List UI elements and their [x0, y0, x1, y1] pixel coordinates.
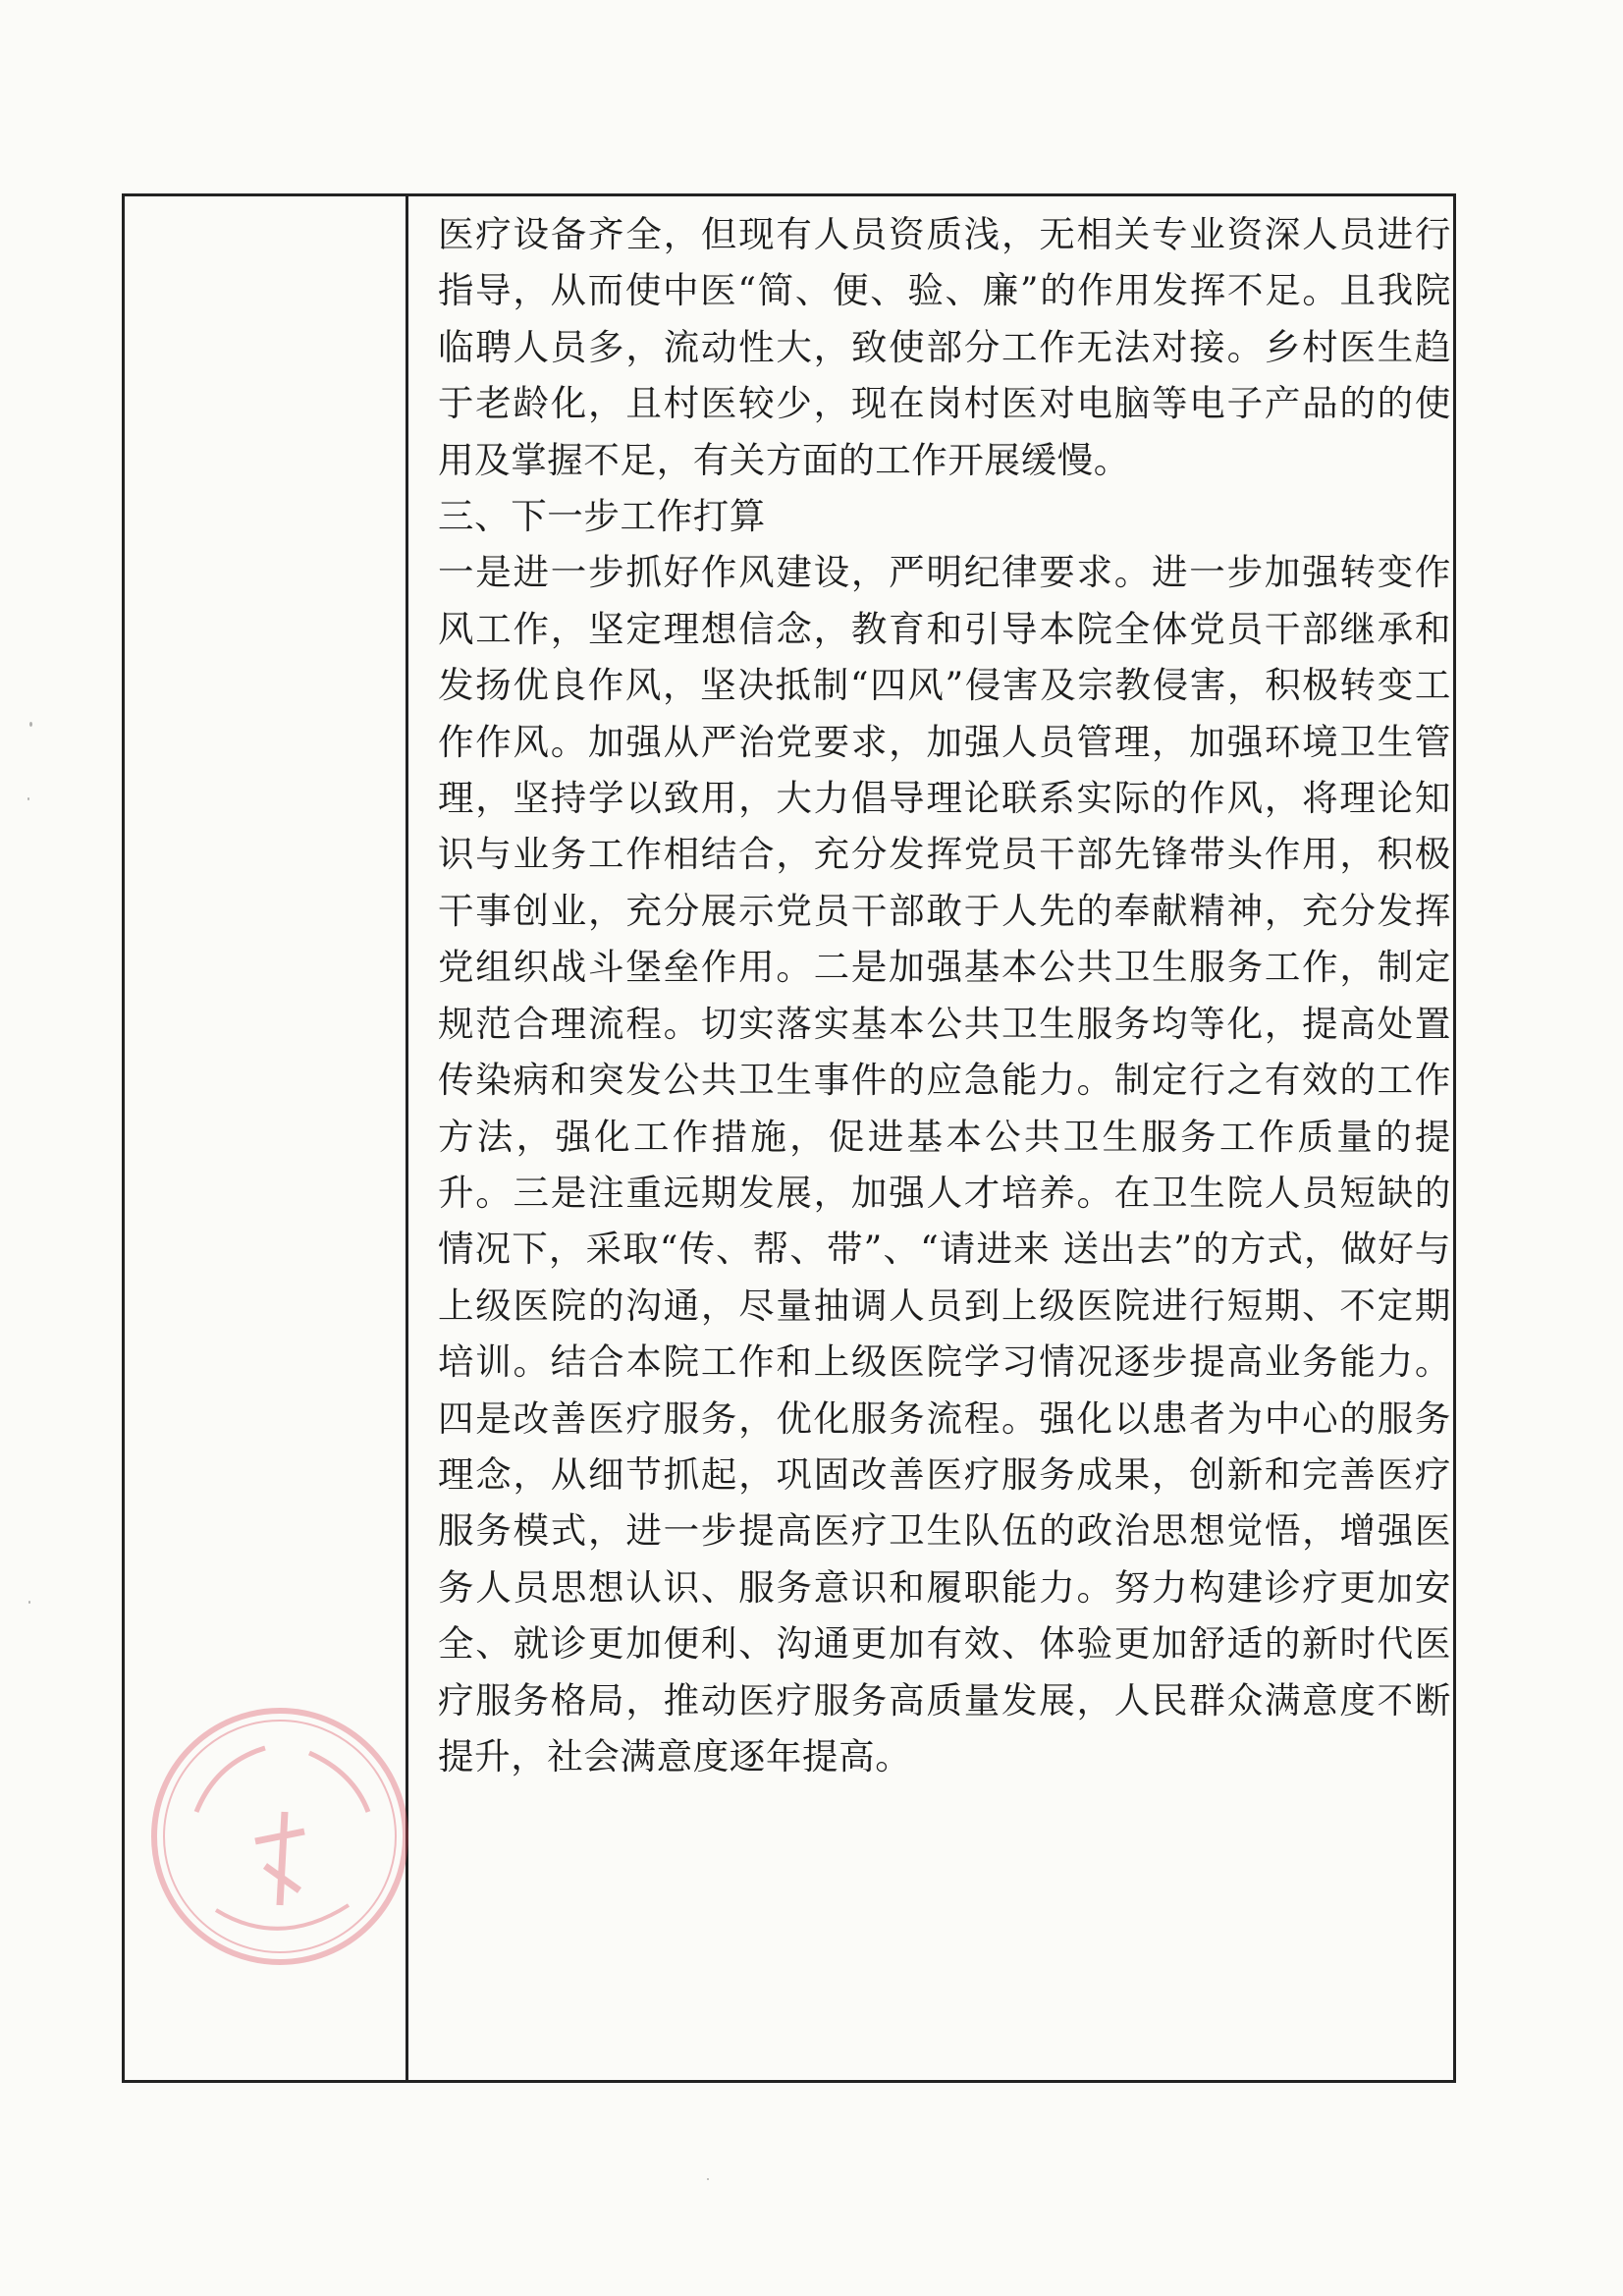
scan-speck: [28, 1601, 30, 1604]
table-left-cell: [125, 196, 406, 2080]
table-column-divider: [406, 193, 408, 2083]
plan-paragraph: 一是进一步抓好作风建设，严明纪律要求。进一步加强转变作风工作，坚定理想信念，教育和引导本院全体党员干部继承和发扬优良作风，坚决抵制“四风”侵害及宗教侵害，积极转变工作作风。加强从严治党要求，加强人员管理，加强环境卫生管理，坚持学以致用，大力倡导理论联系实际的作风，将理论知识与业务工作相结合，充分发挥党员干部先锋带头作用，积极干事创业，充分展示党员干部敢于人先的奉献精神，充分发挥党组织战斗堡垒作用。二是加强基本公共卫生服务工作，制定规范合理流程。切实落实基本公共卫生服务均等化，提高处置传染病和突发公共卫生事件的应急能力。制定行之有效的工作方法，强化工作措施，促进基本公共卫生服务工作质量的提升。三是注重远期发展，加强人才培养。在卫生院人员短缺的情况下，采取“传、帮、带”、“请进来 送出去”的方式，做好与上级医院的沟通，尽量抽调人员到上级医院进行短期、不定期培训。结合本院工作和上级医院学习情况逐步提高业务能力。四是改善医疗服务，优化服务流程。强化以患者为中心的服务理念，从细节抓起，巩固改善医疗服务成果，创新和完善医疗服务模式，进一步提高医疗卫生队伍的政治思想觉悟，增强医务人员思想认识、服务意识和履职能力。努力构建诊疗更加安全、就诊更加便利、沟通更加有效、体验更加舒适的新时代医疗服务格局，推动医疗服务高质量发展，人民群众满意度不断提升，社会满意度逐年提高。: [438, 551, 1451, 1777]
document-body: [438, 206, 1451, 1784]
section-heading: 三、下一步工作打算: [438, 495, 766, 538]
scan-speck: [27, 797, 29, 800]
scan-speck: [707, 2178, 709, 2180]
body-paragraph: 医疗设备齐全，但现有人员资质浅，无相关专业资深人员进行指导，从而使中医“简、便、验、廉”的作用发挥不足。且我院临聘人员多，流动性大，致使部分工作无法对接。乡村医生趋于老龄化，且村医较少，现在岗村医对电脑等电子产品的的使用及掌握不足，有关方面的工作开展缓慢。: [438, 213, 1451, 481]
scan-speck: [29, 722, 32, 727]
